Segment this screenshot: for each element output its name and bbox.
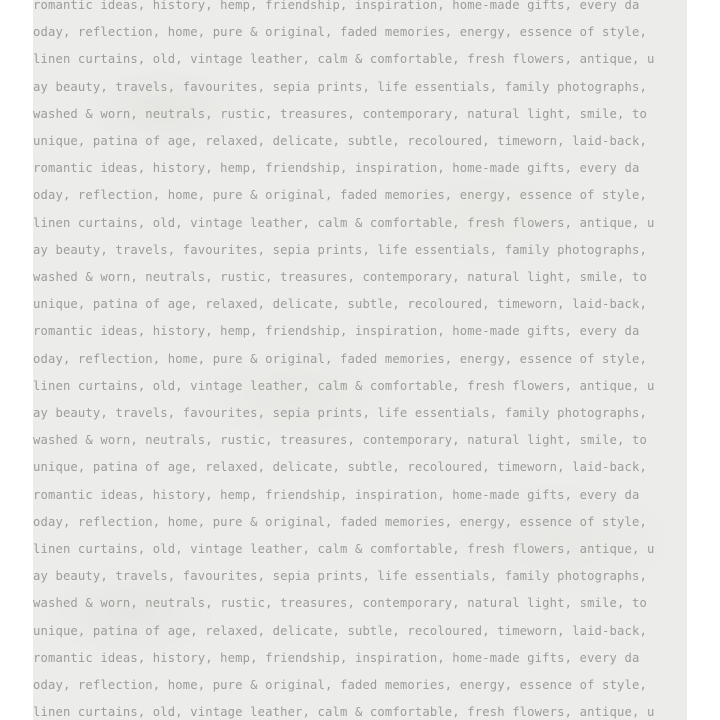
wallpaper-text-line: ay beauty, travels, favourites, sepia prints, life essentials, family photographs, (33, 406, 647, 420)
wallpaper-text-line: ay beauty, travels, favourites, sepia prints, life essentials, family photographs, (33, 242, 647, 257)
wallpaper-text-line: unique, patina of age, relaxed, delicate, subtle, recoloured, timeworn, laid-back, (33, 297, 647, 312)
wallpaper-text-line: romantic ideas, history, hemp, friendship, inspiration, home-made gifts, every da (33, 0, 640, 12)
wallpaper-text-line: oday, reflection, home, pure & original, faded memories, energy, essence of style, (33, 25, 647, 40)
wallpaper-text-line: unique, patina of age, relaxed, delicate, subtle, recoloured, timeworn, laid-back, (33, 623, 647, 638)
wallpaper-text-line: romantic ideas, history, hemp, friendship, inspiration, home-made gifts, every da (33, 650, 640, 665)
wallpaper-text-line: oday, reflection, home, pure & original, faded memories, energy, essence of style, (33, 188, 647, 203)
wallpaper-text-line: washed & worn, neutrals, rustic, treasures, contemporary, natural light, smile, to (33, 106, 647, 121)
wallpaper-text-line: romantic ideas, history, hemp, friendship, inspiration, home-made gifts, every da (33, 324, 640, 339)
wallpaper-text-line: linen curtains, old, vintage leather, calm & comfortable, fresh flowers, antique, u (33, 378, 655, 393)
wallpaper-text-line: unique, patina of age, relaxed, delicate, subtle, recoloured, timeworn, laid-back, (33, 460, 647, 475)
wallpaper-text-line: ay beauty, travels, favourites, sepia prints, life essentials, family photographs, (33, 79, 647, 94)
wallpaper-text-line: washed & worn, neutrals, rustic, treasures, contemporary, natural light, smile, to (33, 596, 647, 611)
wallpaper-text-line: linen curtains, old, vintage leather, calm & comfortable, fresh flowers, antique, u (33, 705, 655, 720)
text-print-wallpaper (33, 0, 687, 720)
wallpaper-text-line: ay beauty, travels, favourites, sepia prints, life essentials, family photographs, (33, 569, 647, 584)
wallpaper-text-line: romantic ideas, history, hemp, friendship, inspiration, home-made gifts, every da (33, 487, 640, 502)
wallpaper-text-line: romantic ideas, history, hemp, friendship, inspiration, home-made gifts, every da (33, 161, 640, 176)
wallpaper-text-line: washed & worn, neutrals, rustic, treasures, contemporary, natural light, smile, to (33, 270, 647, 284)
wallpaper-text-line: oday, reflection, home, pure & original, faded memories, energy, essence of style, (33, 351, 647, 366)
wallpaper-text-line: linen curtains, old, vintage leather, calm & comfortable, fresh flowers, antique, u (33, 542, 655, 556)
wallpaper-text-line: linen curtains, old, vintage leather, calm & comfortable, fresh flowers, antique, u (33, 215, 655, 230)
wallpaper-text-line: oday, reflection, home, pure & original, faded memories, energy, essence of style, (33, 678, 647, 692)
wallpaper-text-line: unique, patina of age, relaxed, delicate, subtle, recoloured, timeworn, laid-back, (33, 134, 647, 148)
wallpaper-text-line: oday, reflection, home, pure & original, faded memories, energy, essence of style, (33, 514, 647, 529)
wallpaper-text-line: linen curtains, old, vintage leather, calm & comfortable, fresh flowers, antique, u (33, 52, 655, 67)
wallpaper-text-line: washed & worn, neutrals, rustic, treasures, contemporary, natural light, smile, to (33, 433, 647, 448)
